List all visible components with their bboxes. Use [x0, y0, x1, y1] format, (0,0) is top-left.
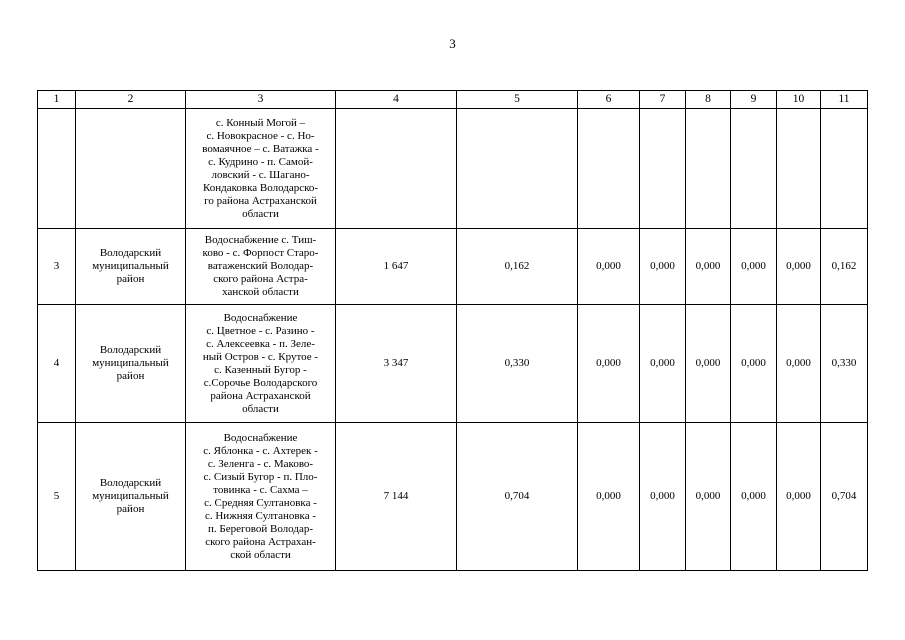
- header-cell: 3: [186, 91, 336, 109]
- value-cell: 0,330: [821, 305, 868, 423]
- value-cell: 0,162: [821, 229, 868, 305]
- value-cell: 0,000: [640, 423, 686, 571]
- value-cell: 7 144: [336, 423, 457, 571]
- value-cell: 0,162: [457, 229, 578, 305]
- header-cell: 5: [457, 91, 578, 109]
- value-cell: 0,000: [731, 423, 777, 571]
- object-cell: Водоснабжение с. Цветное - с. Разино - с. Алексеевка - п. Зеле- ный Остров - с. Крутое - с. Казенный Бугор - с.Сорочье Володарского района Астраханской области: [186, 305, 336, 423]
- value-cell: [731, 109, 777, 229]
- value-cell: 0,704: [821, 423, 868, 571]
- value-cell: [777, 109, 821, 229]
- row-number: [38, 109, 76, 229]
- header-cell: 1: [38, 91, 76, 109]
- page-number: 3: [449, 36, 456, 51]
- object-cell: Водоснабжение с. Тиш- ково - с. Форпост Старо- ватаженский Володар- ского района Астра- ханской области: [186, 229, 336, 305]
- table-row: [38, 109, 868, 229]
- header-cell: 6: [578, 91, 640, 109]
- header-cell: 8: [686, 91, 731, 109]
- value-cell: 0,000: [777, 423, 821, 571]
- value-cell: [821, 109, 868, 229]
- value-cell: [578, 109, 640, 229]
- value-cell: 0,000: [640, 229, 686, 305]
- value-cell: 0,000: [578, 229, 640, 305]
- row-number: 4: [38, 305, 76, 423]
- table-row: [38, 229, 868, 305]
- value-cell: 0,000: [731, 305, 777, 423]
- header-cell: 7: [640, 91, 686, 109]
- value-cell: 0,000: [777, 229, 821, 305]
- table-header-row: [38, 91, 868, 109]
- region-cell: Володарский муниципальный район: [76, 423, 186, 571]
- value-cell: 0,000: [686, 423, 731, 571]
- header-cell: 2: [76, 91, 186, 109]
- value-cell: 0,000: [686, 305, 731, 423]
- value-cell: 0,330: [457, 305, 578, 423]
- value-cell: 1 647: [336, 229, 457, 305]
- value-cell: 0,000: [640, 305, 686, 423]
- value-cell: 0,000: [777, 305, 821, 423]
- value-cell: 0,000: [578, 305, 640, 423]
- header-cell: 10: [777, 91, 821, 109]
- value-cell: 3 347: [336, 305, 457, 423]
- value-cell: [336, 109, 457, 229]
- row-number: 5: [38, 423, 76, 571]
- header-cell: 9: [731, 91, 777, 109]
- row-number: 3: [38, 229, 76, 305]
- value-cell: 0,704: [457, 423, 578, 571]
- value-cell: [640, 109, 686, 229]
- value-cell: 0,000: [686, 229, 731, 305]
- region-cell: [76, 109, 186, 229]
- value-cell: [457, 109, 578, 229]
- value-cell: 0,000: [731, 229, 777, 305]
- table-row: [38, 305, 868, 423]
- region-cell: Володарский муниципальный район: [76, 229, 186, 305]
- region-cell: Володарский муниципальный район: [76, 305, 186, 423]
- object-cell: Водоснабжение с. Яблонка - с. Ахтерек - с. Зеленга - с. Маково- с. Сизый Бугор - п. Пло- товинка - с. Сахма – с. Средняя Султановка - с. Нижняя Султановка - п. Береговой Володар- ского района Астрахан- ской области: [186, 423, 336, 571]
- value-cell: [686, 109, 731, 229]
- header-cell: 11: [821, 91, 868, 109]
- header-cell: 4: [336, 91, 457, 109]
- value-cell: 0,000: [578, 423, 640, 571]
- data-table: [37, 90, 868, 571]
- table-row: [38, 423, 868, 571]
- object-cell: с. Конный Могой – с. Новокрасное - с. Но- вомаячное – с. Ватажка - с. Кудрино - п. Самой- ловский - с. Шагано- Кондаковка Володарско- го района Астраханской области: [186, 109, 336, 229]
